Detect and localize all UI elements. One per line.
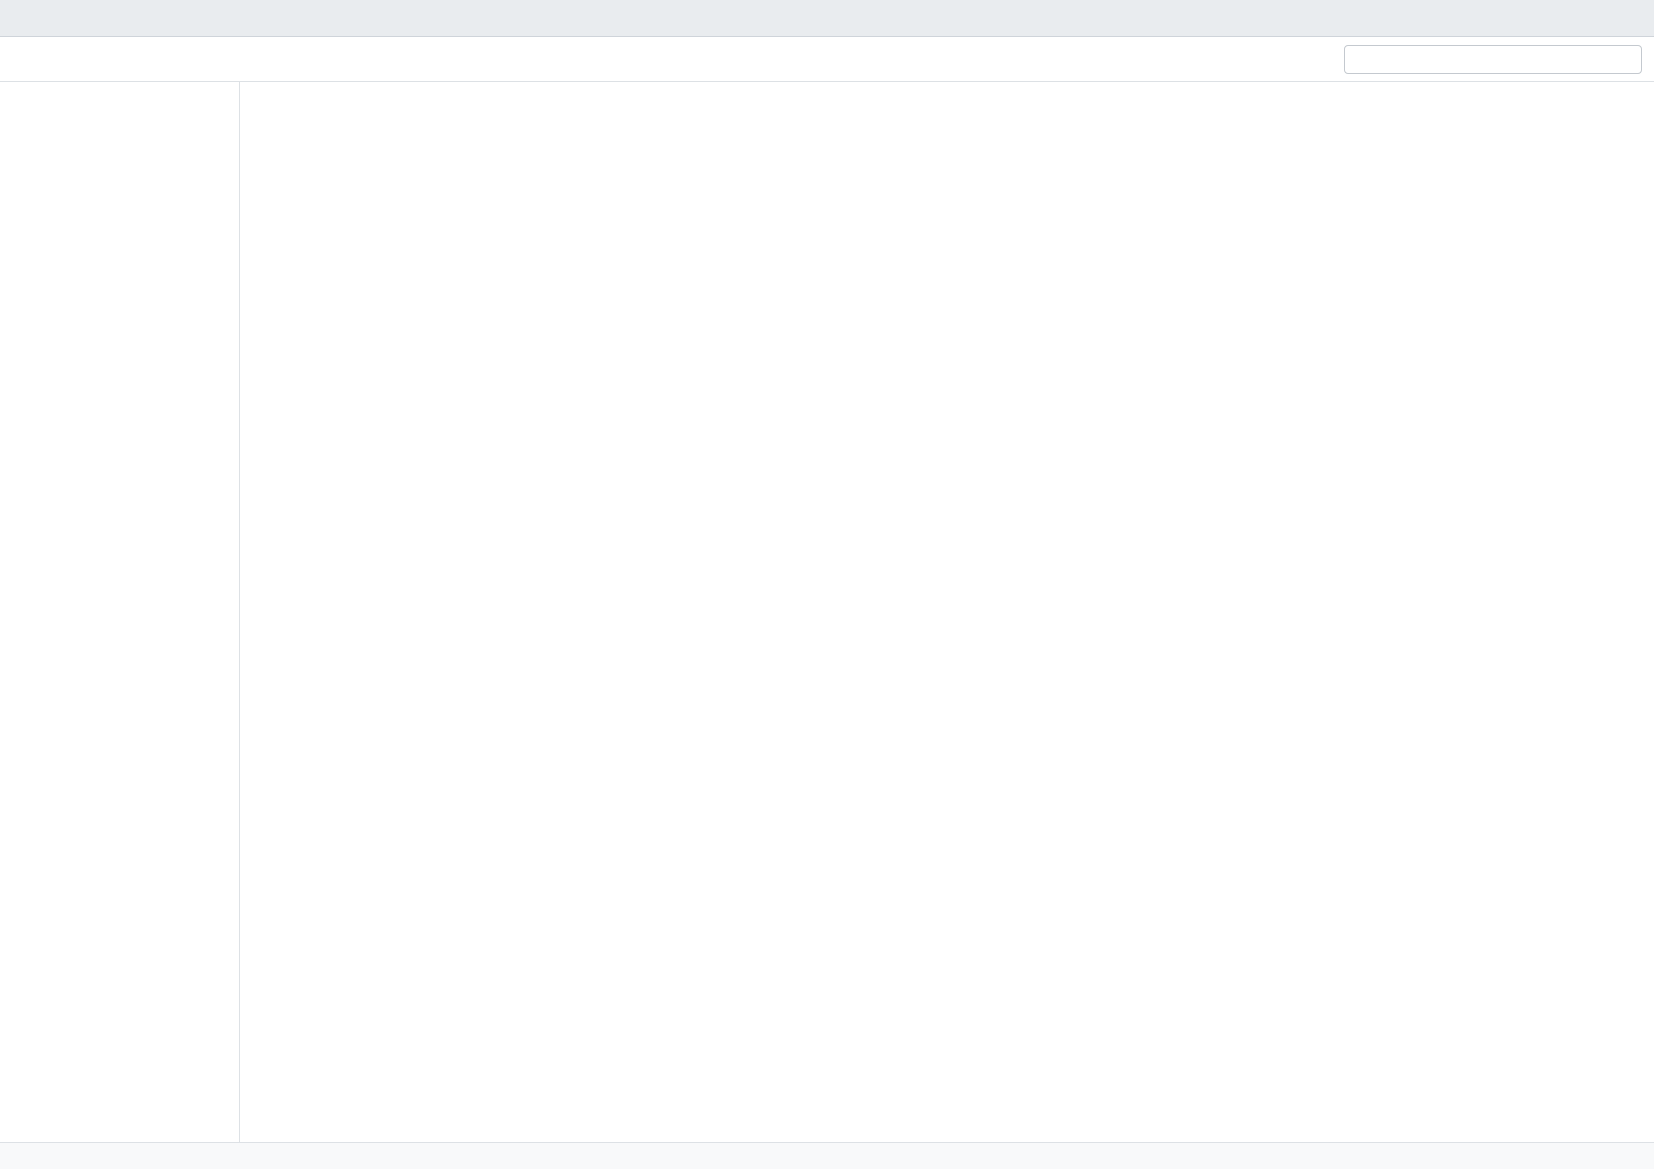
status-bar <box>0 1142 1654 1169</box>
main-panel <box>240 82 1654 1142</box>
toolbar <box>0 37 1654 82</box>
title-bar <box>0 0 1654 37</box>
search-input[interactable] <box>1344 45 1642 74</box>
content-area <box>0 82 1654 1142</box>
sidebar <box>0 82 240 1142</box>
